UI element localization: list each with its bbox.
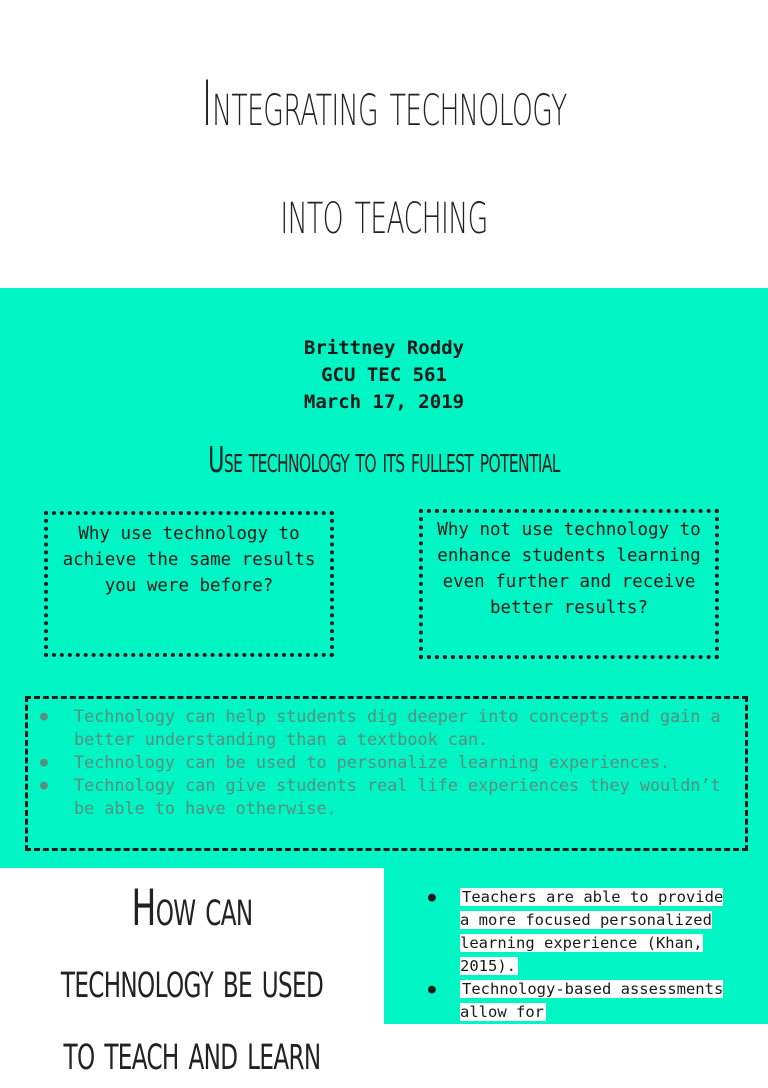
benefits-list [36,705,737,820]
panel-heading-line-2: technology be used [60,951,324,1009]
author-name: Brittney Roddy [303,337,465,359]
benefit-item: ● Technology can help students dig deeper into concepts and gain a better understanding than a textbook can. [36,705,737,751]
title-line-1: Integrating technology [201,67,567,140]
how-can-panel [0,868,384,1081]
question-box-right [419,509,719,659]
usage-item-text: Technology-based assessments allow for [460,980,724,1021]
question-left-text: Why use technology to achieve the same results you were before? [62,524,316,596]
usage-panel [384,868,768,1024]
question-box-left [44,511,334,657]
panel-heading-line-1: How can [131,879,253,937]
course-code: GCU TEC 561 [321,364,447,386]
panel-heading [0,872,445,1088]
usage-item [428,886,728,978]
section-heading: Use technology to its fullest potential [208,440,560,481]
panel-heading-line-3: to teach and learn [63,1023,321,1081]
date: March 17, 2019 [303,391,465,413]
usage-list [428,886,728,1024]
title-line-2: into teaching [280,175,488,248]
question-right-text: Why not use technology to enhance students learning even further and receive better results? [437,520,701,618]
usage-item-text: Teachers are able to provide a more focused personalized learning experience (Khan, 2015). [460,888,724,975]
benefit-item: ● Technology can give students real life experiences they wouldn’t be able to have otherwise. [36,774,737,820]
usage-item [428,978,728,1024]
benefits-box [25,696,748,851]
page-title [146,50,622,266]
title-band [0,0,768,288]
benefit-item: ● Technology can be used to personalize learning experiences. [36,751,737,774]
author-info [0,335,768,416]
